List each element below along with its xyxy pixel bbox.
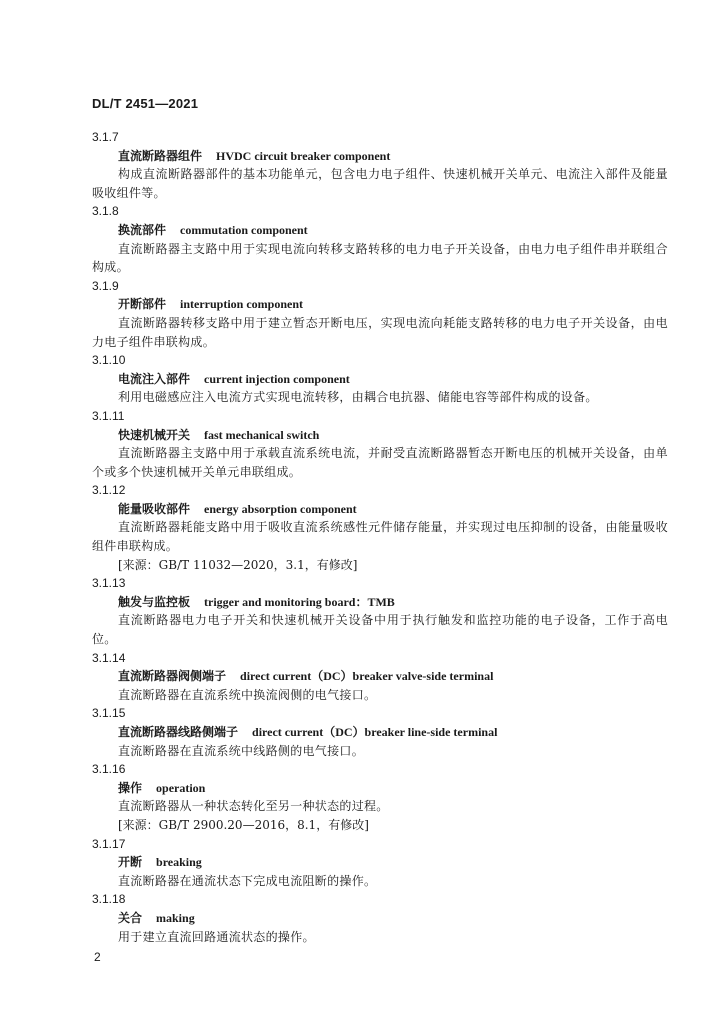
term-definition: 直流断路器在通流状态下完成电流阻断的操作。 <box>118 873 377 888</box>
term-cn: 直流断路器阀侧端子 <box>118 669 227 684</box>
term-entry-3-1-10 <box>92 351 668 407</box>
term-en: breaking <box>156 855 202 870</box>
term-cn: 直流断路器组件 <box>118 148 203 163</box>
term-title <box>92 723 668 742</box>
term-number: 3.1.11 <box>92 408 125 423</box>
term-entry-3-1-8 <box>92 202 668 276</box>
document-header: DL/T 2451—2021 <box>92 96 199 111</box>
term-cn: 操作 <box>118 780 143 795</box>
term-entry-3-1-11 <box>92 407 668 481</box>
term-number: 3.1.13 <box>92 576 126 591</box>
term-en: making <box>156 910 195 925</box>
term-title <box>92 370 668 389</box>
term-definition: 直流断路器在直流系统中换流阀侧的电气接口。 <box>118 687 377 702</box>
term-title <box>92 909 668 928</box>
term-en: commutation component <box>180 222 308 237</box>
term-entry-3-1-7 <box>92 128 668 202</box>
term-definition: 直流断路器转移支路中用于建立暂态开断电压，实现电流向耗能支路转移的电力电子开关设备，由电力电子组件串联构成。 <box>92 315 668 349</box>
term-definition: 直流断路器主支路中用于实现电流向转移支路转移的电力电子开关设备，由电力电子组件串并联组合构成。 <box>92 241 668 275</box>
term-entry-3-1-17 <box>92 835 668 891</box>
term-en: interruption component <box>180 297 304 312</box>
term-definition: 用于建立直流回路通流状态的操作。 <box>118 929 315 944</box>
term-title <box>92 426 668 445</box>
term-title <box>92 667 668 686</box>
term-title <box>92 147 668 166</box>
term-definition: 直流断路器电力电子开关和快速机械开关设备中用于执行触发和监控功能的电子设备，工作于高电位。 <box>92 613 668 647</box>
term-source: [来源：GB/T 2900.20—2016，8.1，有修改] <box>118 817 369 832</box>
term-cn: 电流注入部件 <box>118 371 191 386</box>
term-entry-3-1-9 <box>92 277 668 351</box>
term-definition: 直流断路器从一种状态转化至另一种状态的过程。 <box>118 799 389 814</box>
term-definition: 直流断路器主支路中用于承载直流系统电流，并耐受直流断路器暂态开断电压的机械开关设备，由单个或多个快速机械开关单元串联组成。 <box>92 446 668 479</box>
term-title <box>92 779 668 798</box>
term-cn: 能量吸收部件 <box>118 501 191 516</box>
term-cn: 关合 <box>118 910 143 925</box>
term-number: 3.1.9 <box>92 278 119 293</box>
terms-content <box>92 128 668 946</box>
term-entry-3-1-18 <box>92 890 668 946</box>
term-en: energy absorption component <box>204 501 357 516</box>
term-title <box>92 853 668 872</box>
term-cn: 开断 <box>118 855 143 870</box>
term-en: direct current（DC）breaker line-side terminal <box>252 725 498 739</box>
term-number: 3.1.15 <box>92 706 126 721</box>
term-cn: 开断部件 <box>118 297 167 312</box>
term-number: 3.1.7 <box>92 130 119 144</box>
term-cn: 快速机械开关 <box>118 427 191 442</box>
term-definition: 直流断路器耗能支路中用于吸收直流系统感性元件储存能量，并实现过电压抑制的设备，由能量吸收组件串联构成。 <box>92 520 668 554</box>
term-number: 3.1.14 <box>92 650 126 665</box>
term-title <box>92 500 668 519</box>
term-cn: 触发与监控板 <box>118 594 191 609</box>
term-title <box>92 593 668 612</box>
term-en: direct current（DC）breaker valve-side terminal <box>240 669 494 684</box>
term-definition: 直流断路器在直流系统中线路侧的电气接口。 <box>118 743 365 758</box>
term-entry-3-1-14 <box>92 649 668 705</box>
term-definition: 构成直流断路器部件的基本功能单元，包含电力电子组件、快速机械开关单元、电流注入部件及能量吸收组件等。 <box>92 167 668 200</box>
term-en: current injection component <box>204 371 350 386</box>
term-en: HVDC circuit breaker component <box>216 148 391 163</box>
page-number: 2 <box>94 950 101 964</box>
term-entry-3-1-12 <box>92 481 668 574</box>
term-number: 3.1.8 <box>92 204 119 219</box>
term-entry-3-1-15 <box>92 704 668 760</box>
term-source: [来源：GB/T 11032—2020，3.1，有修改] <box>118 557 358 572</box>
term-entry-3-1-13 <box>92 574 668 648</box>
term-cn: 换流部件 <box>118 222 167 237</box>
term-number: 3.1.18 <box>92 892 126 907</box>
term-en: operation <box>156 780 206 795</box>
term-number: 3.1.17 <box>92 836 126 851</box>
term-title <box>92 221 668 240</box>
term-number: 3.1.12 <box>92 483 126 498</box>
term-en: fast mechanical switch <box>204 427 320 442</box>
term-title <box>92 295 668 314</box>
term-en: trigger and monitoring board：TMB <box>204 594 395 609</box>
term-definition: 利用电磁感应注入电流方式实现电流转移，由耦合电抗器、储能电容等部件构成的设备。 <box>118 390 598 405</box>
term-number: 3.1.16 <box>92 762 126 777</box>
term-number: 3.1.10 <box>92 353 126 368</box>
term-cn: 直流断路器线路侧端子 <box>118 725 239 739</box>
term-entry-3-1-16 <box>92 760 668 834</box>
